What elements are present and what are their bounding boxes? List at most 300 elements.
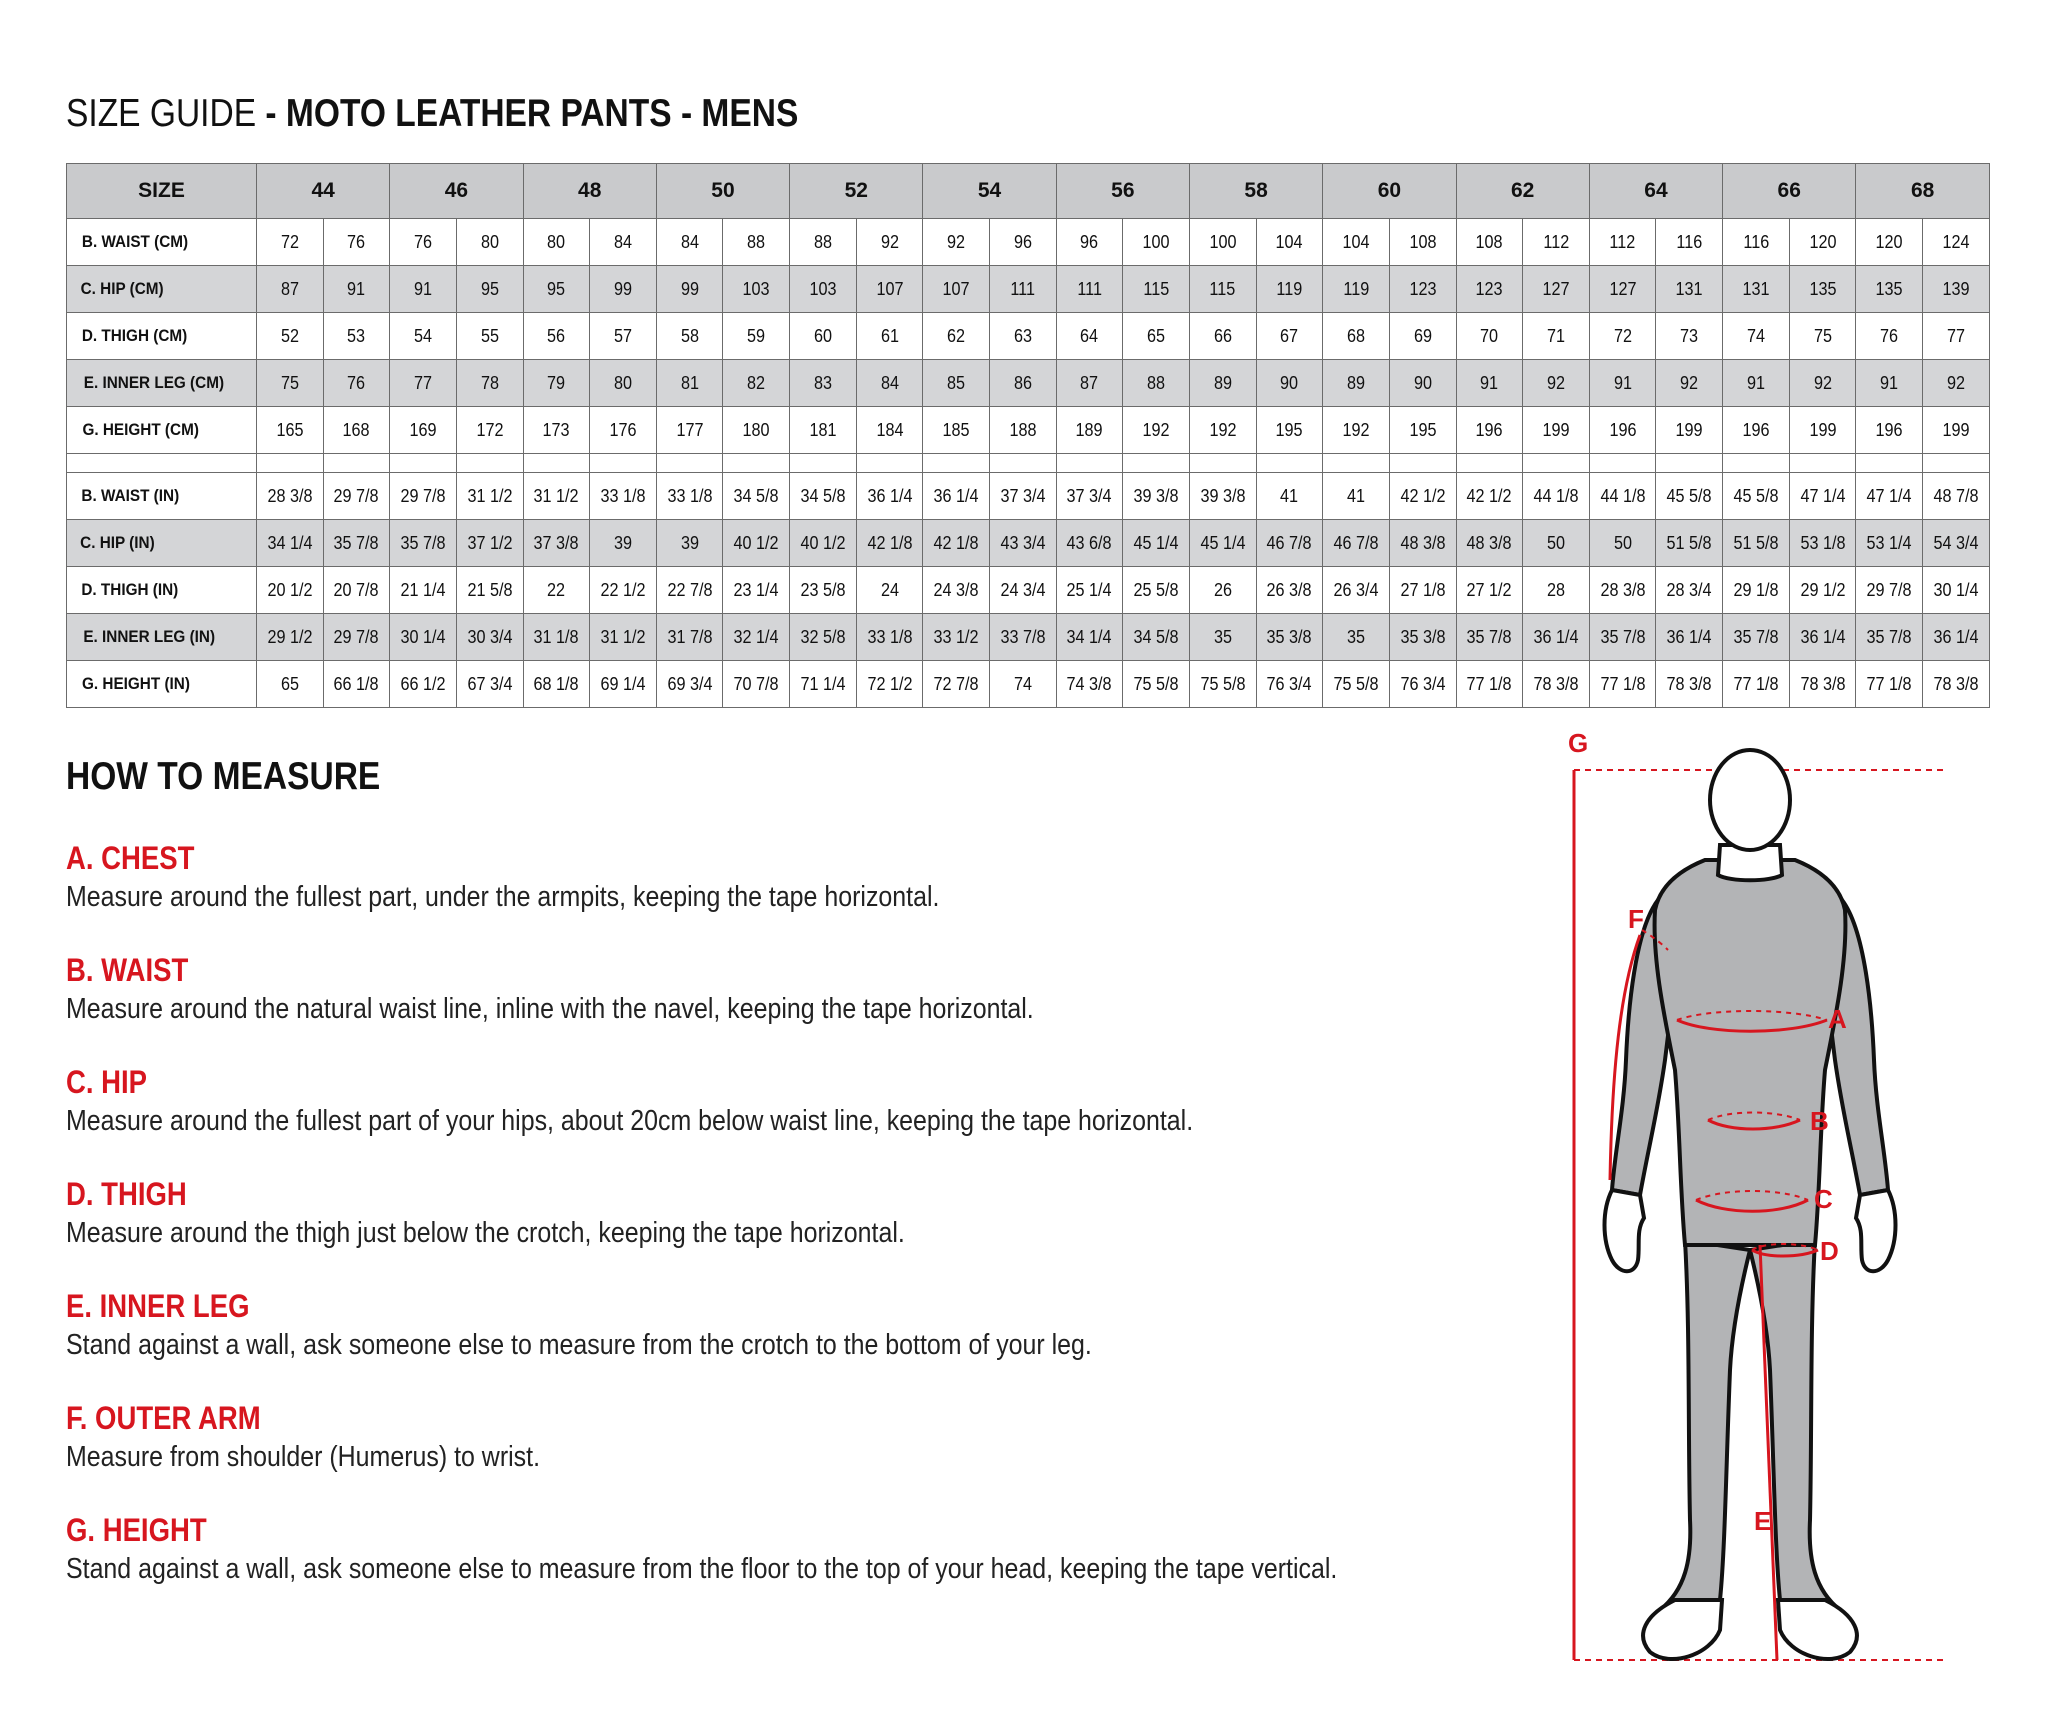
measurement-title: C. HIP (66, 1064, 148, 1100)
cell-value: 50 (1546, 532, 1565, 553)
table-cell (1523, 567, 1590, 614)
cell-value: 196 (1609, 419, 1637, 440)
cell-value: 199 (1942, 419, 1970, 440)
cell-value: 37 3/4 (1066, 485, 1113, 506)
table-cell (1589, 219, 1656, 266)
row-label (67, 219, 257, 266)
cell-value: 74 3/8 (1066, 673, 1113, 694)
table-cell (390, 614, 457, 661)
cell-value: 42 1/8 (867, 532, 913, 553)
feet (1643, 1600, 1857, 1659)
size-header-label: SIZE (67, 164, 257, 219)
cell-value: 40 1/2 (733, 532, 779, 553)
spacer-cell (1189, 454, 1256, 473)
size-header-cell: 58 (1189, 164, 1322, 219)
cell-value: 43 3/4 (1000, 532, 1046, 553)
cell-value: 76 (414, 231, 433, 252)
table-cell (723, 520, 790, 567)
cell-value: 78 (480, 372, 499, 393)
table-cell (523, 313, 590, 360)
table-cell (856, 661, 923, 708)
cell-value: 120 (1875, 231, 1903, 252)
cell-value: 188 (1009, 419, 1037, 440)
table-cell (656, 313, 723, 360)
spacer-cell (323, 454, 390, 473)
table-cell (856, 473, 923, 520)
cell-value: 22 7/8 (667, 579, 713, 600)
table-cell (590, 520, 657, 567)
cell-value: 31 1/8 (533, 626, 579, 647)
table-cell (1389, 266, 1456, 313)
row-label (67, 614, 257, 661)
row-label (67, 473, 257, 520)
table-cell (790, 520, 857, 567)
table-cell (1123, 266, 1190, 313)
table-cell (1789, 567, 1856, 614)
table-cell (1523, 473, 1590, 520)
table-cell (723, 614, 790, 661)
spacer-cell (1923, 454, 1990, 473)
cell-value: 76 (347, 231, 366, 252)
row-label-text: D. THIGH (IN) (81, 580, 179, 599)
table-cell (990, 266, 1057, 313)
table-cell (1589, 266, 1656, 313)
cell-value: 92 (880, 231, 899, 252)
cell-value: 73 (1680, 325, 1699, 346)
table-row (67, 313, 1990, 360)
cell-value: 77 1/8 (1866, 673, 1912, 694)
cell-value: 86 (1013, 372, 1032, 393)
cell-value: 52 (280, 325, 299, 346)
cell-value: 115 (1143, 278, 1170, 299)
cell-value: 72 7/8 (933, 673, 979, 694)
cell-value: 90 (1413, 372, 1432, 393)
table-cell (1723, 360, 1790, 407)
table-cell (1789, 407, 1856, 454)
table-cell (856, 520, 923, 567)
table-cell (590, 473, 657, 520)
cell-value: 31 1/2 (467, 485, 513, 506)
cell-value: 92 (947, 231, 966, 252)
cell-value: 45 1/4 (1133, 532, 1179, 553)
table-cell (1056, 219, 1123, 266)
table-cell (390, 313, 457, 360)
cell-value: 63 (1013, 325, 1032, 346)
cell-value: 36 1/4 (1666, 626, 1712, 647)
table-cell (923, 360, 990, 407)
cell-value: 25 1/4 (1066, 579, 1113, 600)
table-cell (323, 219, 390, 266)
table-cell (456, 266, 523, 313)
cell-value: 34 5/8 (800, 485, 846, 506)
table-cell (1189, 567, 1256, 614)
spacer-cell (1589, 454, 1656, 473)
suit-silhouette (1612, 860, 1888, 1642)
table-cell (1923, 520, 1990, 567)
table-cell (1056, 360, 1123, 407)
table-row (67, 567, 1990, 614)
table-cell (990, 407, 1057, 454)
table-cell (656, 473, 723, 520)
cell-value: 69 3/4 (667, 673, 713, 694)
cell-value: 95 (547, 278, 566, 299)
table-cell (1656, 473, 1723, 520)
cell-value: 32 1/4 (733, 626, 779, 647)
cell-value: 116 (1676, 231, 1703, 252)
table-cell (1523, 520, 1590, 567)
table-cell (1323, 266, 1390, 313)
table-cell (856, 360, 923, 407)
cell-value: 108 (1409, 231, 1437, 252)
table-cell (1189, 614, 1256, 661)
table-cell (590, 219, 657, 266)
cell-value: 39 3/8 (1200, 485, 1246, 506)
cell-value: 87 (1080, 372, 1099, 393)
cell-value: 67 (1280, 325, 1299, 346)
table-cell (723, 360, 790, 407)
cell-value: 30 1/4 (400, 626, 446, 647)
cell-value: 35 7/8 (1466, 626, 1512, 647)
size-header-cell: 64 (1589, 164, 1722, 219)
title-prefix: SIZE GUIDE (66, 92, 257, 135)
cell-value: 199 (1542, 419, 1570, 440)
table-cell (1723, 614, 1790, 661)
cell-value: 27 1/2 (1466, 579, 1512, 600)
table-cell (590, 661, 657, 708)
cell-value: 22 (547, 579, 566, 600)
measurement-title: F. OUTER ARM (66, 1400, 261, 1436)
table-cell (1589, 360, 1656, 407)
table-cell (1856, 661, 1923, 708)
table-cell (1923, 266, 1990, 313)
table-cell (523, 567, 590, 614)
table-cell (656, 520, 723, 567)
table-cell (1923, 313, 1990, 360)
cell-value: 53 1/8 (1800, 532, 1846, 553)
cell-value: 34 5/8 (1133, 626, 1179, 647)
table-cell (1923, 219, 1990, 266)
cell-value: 123 (1475, 278, 1503, 299)
cell-value: 53 (347, 325, 366, 346)
cell-value: 169 (409, 419, 437, 440)
table-cell (923, 266, 990, 313)
measurement-item (66, 1510, 1544, 1588)
table-cell (390, 266, 457, 313)
table-cell (257, 567, 324, 614)
cell-value: 42 1/2 (1466, 485, 1512, 506)
table-cell (656, 266, 723, 313)
table-cell (923, 614, 990, 661)
cell-value: 39 (680, 532, 699, 553)
cell-value: 21 5/8 (467, 579, 513, 600)
table-cell (1923, 473, 1990, 520)
table-cell (1589, 520, 1656, 567)
table-cell (390, 219, 457, 266)
cell-value: 35 7/8 (1866, 626, 1912, 647)
table-cell (1523, 614, 1590, 661)
table-cell (1856, 266, 1923, 313)
cell-value: 29 7/8 (333, 485, 379, 506)
table-cell (1723, 219, 1790, 266)
measurement-item (66, 1062, 1377, 1140)
table-cell (1856, 614, 1923, 661)
cell-value: 91 (1613, 372, 1632, 393)
cell-value: 78 3/8 (1533, 673, 1579, 694)
cell-value: 172 (476, 419, 504, 440)
table-cell (1523, 661, 1590, 708)
cell-value: 76 (1880, 325, 1899, 346)
cell-value: 67 3/4 (467, 673, 513, 694)
cell-value: 48 3/8 (1466, 532, 1512, 553)
head (1710, 750, 1790, 880)
size-header-cell: 50 (656, 164, 789, 219)
cell-value: 47 1/4 (1866, 485, 1912, 506)
cell-value: 107 (942, 278, 970, 299)
table-cell (1256, 661, 1323, 708)
cell-value: 192 (1142, 419, 1170, 440)
cell-value: 31 1/2 (600, 626, 646, 647)
table-cell (323, 313, 390, 360)
table-row (67, 520, 1990, 567)
cell-value: 108 (1475, 231, 1503, 252)
table-cell (1856, 407, 1923, 454)
cell-value: 22 1/2 (600, 579, 646, 600)
cell-value: 92 (1813, 372, 1832, 393)
cell-value: 53 1/4 (1866, 532, 1912, 553)
spacer-cell (790, 454, 857, 473)
cell-value: 36 1/4 (867, 485, 913, 506)
spacer-cell (723, 454, 790, 473)
cell-value: 51 5/8 (1733, 532, 1779, 553)
cell-value: 76 3/4 (1400, 673, 1446, 694)
table-cell (790, 473, 857, 520)
measurement-item (66, 838, 1082, 916)
cell-value: 74 (1013, 673, 1032, 694)
table-cell (1723, 520, 1790, 567)
table-cell (1123, 360, 1190, 407)
cell-value: 35 7/8 (1600, 626, 1646, 647)
table-cell (723, 407, 790, 454)
table-cell (257, 360, 324, 407)
table-cell (390, 520, 457, 567)
table-cell (790, 360, 857, 407)
table-cell (1123, 407, 1190, 454)
table-row (67, 360, 1990, 407)
cell-value: 24 (880, 579, 899, 600)
table-cell (257, 407, 324, 454)
table-cell (1056, 520, 1123, 567)
table-cell (1656, 614, 1723, 661)
cell-value: 88 (747, 231, 766, 252)
table-cell (923, 313, 990, 360)
cell-value: 44 1/8 (1600, 485, 1646, 506)
table-cell (790, 614, 857, 661)
row-label-text: B. WAIST (CM) (81, 232, 189, 251)
label-b: B (1810, 1106, 1829, 1136)
table-cell (723, 266, 790, 313)
table-cell (1723, 473, 1790, 520)
table-cell (390, 360, 457, 407)
table-cell (790, 567, 857, 614)
table-cell (257, 661, 324, 708)
table-cell (790, 266, 857, 313)
row-label (67, 360, 257, 407)
size-table (66, 163, 1990, 708)
cell-value: 65 (280, 673, 299, 694)
cell-value: 29 7/8 (400, 485, 446, 506)
cell-value: 173 (542, 419, 570, 440)
table-cell (590, 313, 657, 360)
table-cell (1923, 360, 1990, 407)
table-cell (590, 614, 657, 661)
cell-value: 35 7/8 (333, 532, 379, 553)
table-cell (1056, 313, 1123, 360)
measurement-title: G. HEIGHT (66, 1512, 207, 1548)
cell-value: 77 (414, 372, 433, 393)
cell-value: 100 (1142, 231, 1170, 252)
table-cell (1389, 567, 1456, 614)
cell-value: 189 (1075, 419, 1104, 440)
cell-value: 35 (1213, 626, 1232, 647)
cell-value: 139 (1942, 278, 1970, 299)
cell-value: 100 (1209, 231, 1237, 252)
cell-value: 80 (547, 231, 566, 252)
table-cell (1656, 360, 1723, 407)
cell-value: 25 5/8 (1133, 579, 1179, 600)
table-cell (523, 520, 590, 567)
cell-value: 55 (480, 325, 499, 346)
spacer-cell (1789, 454, 1856, 473)
cell-value: 54 (414, 325, 433, 346)
cell-value: 90 (1280, 372, 1299, 393)
cell-value: 65 (1147, 325, 1166, 346)
cell-value: 29 7/8 (333, 626, 379, 647)
spacer-cell (1723, 454, 1790, 473)
cell-value: 36 1/4 (1933, 626, 1979, 647)
table-cell (257, 614, 324, 661)
table-cell (1789, 520, 1856, 567)
cell-value: 33 1/2 (933, 626, 979, 647)
row-label (67, 661, 257, 708)
table-cell (390, 567, 457, 614)
cell-value: 87 (280, 278, 299, 299)
cell-value: 119 (1276, 278, 1303, 299)
table-cell (1656, 520, 1723, 567)
row-label-text: E. INNER LEG (IN) (83, 627, 216, 646)
cell-value: 89 (1347, 372, 1366, 393)
table-cell (990, 661, 1057, 708)
table-cell (1389, 661, 1456, 708)
cell-value: 111 (1077, 278, 1102, 299)
cell-value: 69 1/4 (600, 673, 646, 694)
cell-value: 127 (1542, 278, 1570, 299)
table-cell (990, 313, 1057, 360)
table-cell (990, 360, 1057, 407)
label-c: C (1814, 1184, 1833, 1214)
table-cell (656, 614, 723, 661)
table-cell (656, 219, 723, 266)
table-cell (923, 219, 990, 266)
cell-value: 23 5/8 (800, 579, 846, 600)
cell-value: 62 (947, 325, 966, 346)
row-label-text: E. INNER LEG (CM) (83, 373, 225, 392)
cell-value: 35 3/8 (1400, 626, 1446, 647)
cell-value: 83 (813, 372, 832, 393)
table-cell (1656, 219, 1723, 266)
cell-value: 91 (1880, 372, 1899, 393)
cell-value: 28 (1546, 579, 1565, 600)
table-cell (1923, 407, 1990, 454)
cell-value: 199 (1675, 419, 1703, 440)
spacer-cell (67, 454, 257, 473)
cell-value: 72 (280, 231, 299, 252)
table-cell (1123, 219, 1190, 266)
table-cell (723, 313, 790, 360)
cell-value: 92 (1946, 372, 1966, 393)
spacer-cell (1323, 454, 1390, 473)
row-label (67, 520, 257, 567)
table-cell (1189, 473, 1256, 520)
table-cell (1389, 520, 1456, 567)
measurement-description: Stand against a wall, ask someone else to measure from the floor to the top of your head, keeping the tape vertical. (66, 1553, 1338, 1585)
table-cell (523, 266, 590, 313)
size-header-cell: 66 (1723, 164, 1856, 219)
table-cell (1189, 407, 1256, 454)
measurement-item (66, 1286, 1259, 1364)
table-cell (656, 567, 723, 614)
cell-value: 54 3/4 (1933, 532, 1979, 553)
cell-value: 35 3/8 (1266, 626, 1312, 647)
cell-value: 89 (1213, 372, 1232, 393)
table-cell (523, 614, 590, 661)
cell-value: 34 1/4 (1066, 626, 1113, 647)
table-cell (1789, 313, 1856, 360)
size-header-cell: 62 (1456, 164, 1589, 219)
cell-value: 112 (1609, 231, 1636, 252)
spacer-cell (456, 454, 523, 473)
cell-value: 196 (1475, 419, 1503, 440)
table-cell (257, 520, 324, 567)
cell-value: 42 1/8 (933, 532, 979, 553)
cell-value: 78 3/8 (1666, 673, 1712, 694)
size-header-cell: 60 (1323, 164, 1456, 219)
cell-value: 35 (1347, 626, 1366, 647)
table-cell (1856, 520, 1923, 567)
table-cell (1656, 266, 1723, 313)
table-cell (1923, 567, 1990, 614)
cell-value: 75 5/8 (1333, 673, 1379, 694)
table-cell (856, 313, 923, 360)
table-cell (1523, 219, 1590, 266)
table-cell (1789, 266, 1856, 313)
cell-value: 135 (1875, 278, 1903, 299)
cell-value: 45 5/8 (1733, 485, 1779, 506)
table-cell (1589, 614, 1656, 661)
table-cell (1789, 219, 1856, 266)
cell-value: 66 (1213, 325, 1232, 346)
table-cell (323, 266, 390, 313)
cell-value: 131 (1742, 278, 1770, 299)
table-cell (1123, 473, 1190, 520)
cell-value: 41 (1280, 485, 1299, 506)
cell-value: 71 1/4 (800, 673, 846, 694)
cell-value: 30 3/4 (467, 626, 513, 647)
table-cell (590, 567, 657, 614)
measurement-title: A. CHEST (66, 840, 195, 876)
cell-value: 180 (742, 419, 770, 440)
cell-value: 31 7/8 (667, 626, 713, 647)
spacer-cell (1656, 454, 1723, 473)
